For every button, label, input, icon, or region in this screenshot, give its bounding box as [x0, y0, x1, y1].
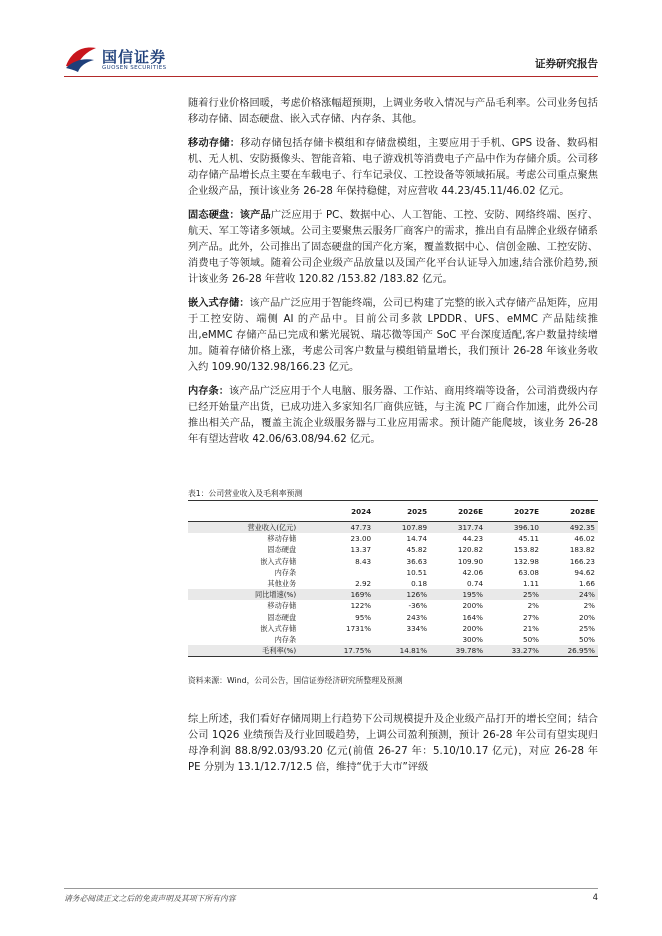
table-cell: 45.82: [406, 545, 428, 555]
table-cell: 46.02: [574, 534, 595, 544]
table-cell: 1.11: [522, 579, 539, 589]
revenue-margin-table: [188, 500, 598, 657]
footer-disclaimer: 请务必阅读正文之后的免责声明及其项下所有内容: [64, 894, 236, 903]
table-cell: 23.00: [350, 534, 372, 544]
table-header-cell: 2026E: [430, 501, 486, 522]
table-cell: 47.73: [318, 522, 374, 534]
row-label: 其他业务: [267, 579, 297, 589]
table-cell: 50%: [523, 635, 539, 645]
intro-paragraph: 随着行业价格回暖，考虑价格涨幅超预期，上调业务收入情况与产品毛利率。公司业务包括移动存储、固态硬盘、嵌入式存储、内存条、其他。: [188, 98, 598, 125]
table-cell: 50%: [579, 635, 595, 645]
table-header-row: [188, 501, 598, 522]
table-cell: 164%: [462, 612, 484, 622]
body-text: [188, 96, 598, 456]
table-cell: 2%: [583, 601, 595, 611]
table-cell: 8.43: [355, 556, 372, 566]
table-row: [188, 612, 598, 623]
table-cell: 107.89: [374, 522, 430, 534]
table-cell: 27%: [523, 612, 539, 622]
table-cell: 0.18: [411, 579, 428, 589]
footer-divider: [64, 888, 598, 889]
row-label: 毛利率(%): [188, 645, 318, 657]
table-cell: 1.66: [578, 579, 595, 589]
table-cell: 44.23: [462, 534, 484, 544]
table-cell: [318, 567, 374, 578]
table-row: [188, 645, 598, 657]
guosen-logo-icon: [64, 44, 98, 74]
row-label: 嵌入式存储: [260, 556, 297, 566]
embedded-storage-paragraph: [188, 296, 598, 376]
table-header-cell: 2028E: [542, 501, 598, 522]
table-row: [188, 634, 598, 645]
table-cell: 17.75%: [318, 645, 374, 657]
table-cell: 42.06: [462, 567, 484, 577]
logo-text-en: GUOSEN SECURITIES: [102, 65, 167, 71]
row-label: 移动存储: [267, 601, 297, 611]
guosen-logo: [64, 44, 184, 78]
table-cell: 10.51: [406, 567, 428, 577]
mobile-storage-paragraph: [188, 136, 598, 200]
table-cell: 195%: [430, 589, 486, 600]
row-label: 固态硬盘: [267, 612, 297, 622]
row-label: 固态硬盘: [267, 545, 297, 555]
memory-text: 该产品广泛应用于个人电脑、服务器、工作站、商用终端等设备，公司消费级内存已经开始量产出货，已成功进入多家知名厂商供应链，与主流 PC 厂商合作加速，此外公司推出相关产品，覆盖主流企业级服务器与工业应用需求。预计随产能爬坡，该业务 26-28 年有望达营收 42.06/63.08/94.62 亿元。: [188, 386, 599, 445]
table-cell: 33.27%: [486, 645, 542, 657]
table-row: [188, 623, 598, 634]
table-row: [188, 589, 598, 600]
row-label: 内存条: [274, 635, 297, 645]
report-type-label: 证券研究报告: [535, 58, 598, 70]
ssd-text: 广泛应用于 PC、数据中心、人工智能、工控、安防、网络终端、医疗、航天、军工等诸多领域。公司主要聚焦云服务厂商客户的需求，推出自有品牌企业级存储系列产品。此外，公司推出了固态硬盘的国产化方案，覆盖数据中心、信创金融、工控安防、消费电子等领域。随着公司企业级产品放量以及国产化平台认证导入加速,结合涨价趋势,预计该业务 26-28 年营收 120.82 /153.82 /183.82 亿元。: [188, 210, 598, 285]
table-cell: 26.95%: [542, 645, 598, 657]
table-cell: 21%: [523, 623, 539, 633]
table-cell: 169%: [318, 589, 374, 600]
table-cell: 39.78%: [430, 645, 486, 657]
table-cell: 36.63: [406, 556, 428, 566]
embedded-storage-text: 该产品广泛应用于智能终端，公司已构建了完整的嵌入式存储产品矩阵，应用于工控安防、端侧 AI 的产品中。目前公司多款 LPDDR、UFS、eMMC 产品陆续推出,eMMC 存储产品已完成和紫光展锐、瑞芯微等国产 SoC 平台深度适配,客户数量持续增加。随着存储价格上涨，考虑公司客户数量与模组销量增长，我们预计 26-28 年该业务收入约 109.90/132.98/166.23 亿元。: [188, 298, 599, 373]
table-cell: 166.23: [569, 556, 595, 566]
mobile-storage-label: 移动存储：: [188, 138, 241, 149]
table-row: [188, 522, 598, 534]
table-cell: 13.37: [350, 545, 372, 555]
row-label: 移动存储: [267, 534, 297, 544]
table-cell: 132.98: [513, 556, 539, 566]
table-header-cell: 2025: [374, 501, 430, 522]
logo-text-cn: 国信证券: [102, 48, 167, 66]
table-row: [188, 533, 598, 544]
row-label: 嵌入式存储: [260, 623, 297, 633]
mobile-storage-text: 移动存储包括存储卡模组和存储盘模组，主要应用于手机、GPS 设备、数码相机、无人机、安防摄像头、智能音箱、电子游戏机等消费电子产品中作为存储介质。公司移动存储产品增长点主要在车载电子、行车记录仪、工控设备等领域拓展。考虑公司重点聚焦企业级产品，预计该业务 26-28 年保持稳健，对应营收 44.23/45.11/46.02 亿元。: [188, 138, 598, 197]
ssd-label: 固态硬盘：该产品: [188, 210, 271, 221]
table-cell: 95%: [355, 612, 372, 622]
table-cell: 14.81%: [374, 645, 430, 657]
page-header: [0, 0, 662, 80]
table-cell: 200%: [462, 601, 484, 611]
row-label: 营业收入(亿元): [188, 522, 318, 534]
table-header-cell: 2024: [318, 501, 374, 522]
memory-paragraph: [188, 384, 598, 448]
conclusion-paragraph: 综上所述，我们看好存储周期上行趋势下公司规模提升及企业级产品打开的增长空间；结合公司 1Q26 业绩预告及行业回暖趋势，上调公司盈利预测，预计 26-28 年公司有望实现归母净利润 88.8/92.03/93.20 亿元(前值 26-27 年：5.10/10.17 亿元)，对应 26-28 年 PE 分别为 13.1/12.7/12.5 倍，维持“优于大市”评级: [188, 714, 598, 773]
table-cell: 243%: [406, 612, 428, 622]
table-cell: 45.11: [518, 534, 539, 544]
table-cell: 183.82: [569, 545, 595, 555]
table-cell: 120.82: [457, 545, 484, 555]
table-row: [188, 556, 598, 567]
table-cell: 200%: [462, 623, 484, 633]
table-title: 表1：公司营业收入及毛利率预测: [188, 489, 303, 498]
table-source: 资料来源：Wind，公司公告，国信证券经济研究所整理及预测: [188, 676, 403, 685]
table-cell: 63.08: [518, 567, 539, 577]
table-cell: 24%: [542, 589, 598, 600]
table-row: [188, 567, 598, 578]
table-cell: 126%: [374, 589, 430, 600]
ssd-paragraph: [188, 208, 598, 288]
table-cell: [318, 634, 374, 645]
table-cell: 334%: [406, 623, 428, 633]
table-cell: 1731%: [346, 623, 372, 633]
table-cell: 122%: [350, 601, 372, 611]
memory-label: 内存条：: [188, 386, 230, 397]
table-cell: 25%: [579, 623, 595, 633]
table-cell: 492.35: [542, 522, 598, 534]
table-cell: 109.90: [457, 556, 484, 566]
embedded-storage-label: 嵌入式存储：: [188, 298, 250, 309]
page-number: 4: [592, 893, 598, 903]
table-cell: 2%: [527, 601, 539, 611]
table-cell: -36%: [408, 601, 428, 611]
table-cell: 300%: [462, 635, 484, 645]
header-divider: [64, 76, 598, 77]
row-label: 同比增速(%): [188, 589, 318, 600]
table-cell: [374, 634, 430, 645]
table-cell: 20%: [579, 612, 595, 622]
table-row: [188, 578, 598, 589]
table-cell: 396.10: [486, 522, 542, 534]
table-header-cell: 2027E: [486, 501, 542, 522]
table-cell: 25%: [486, 589, 542, 600]
table-cell: 317.74: [430, 522, 486, 534]
table-cell: 153.82: [513, 545, 539, 555]
table-cell: 2.92: [355, 579, 372, 589]
table-row: [188, 600, 598, 611]
table-cell: 14.74: [406, 534, 428, 544]
table-row: [188, 544, 598, 555]
table-cell: 94.62: [574, 567, 595, 577]
table-header-cell: [188, 501, 318, 522]
table-cell: 0.74: [467, 579, 484, 589]
row-label: 内存条: [274, 567, 297, 577]
